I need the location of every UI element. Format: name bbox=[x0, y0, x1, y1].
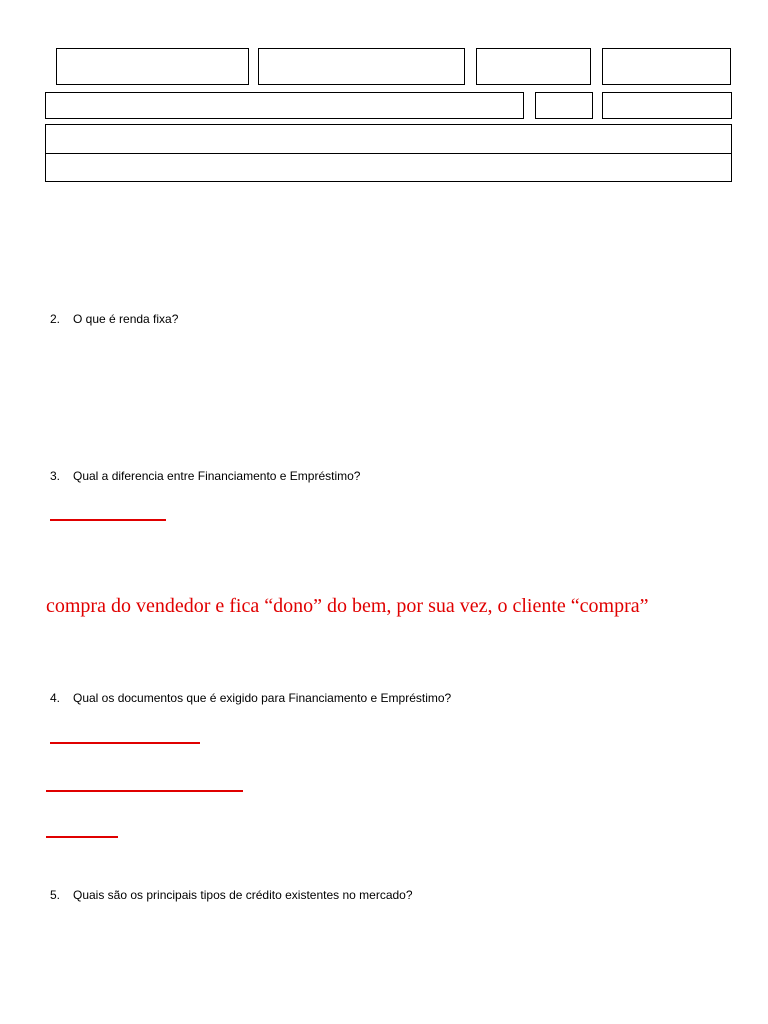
header-field-6 bbox=[535, 92, 593, 119]
header-field-3 bbox=[476, 48, 591, 85]
question-number: 4. bbox=[50, 691, 61, 705]
red-redaction-line bbox=[46, 790, 243, 792]
question-2 bbox=[50, 312, 178, 326]
header-field-5 bbox=[45, 92, 524, 119]
question-text: Qual a diferencia entre Financiamento e Empréstimo? bbox=[73, 469, 361, 483]
header-field-1 bbox=[56, 48, 249, 85]
question-5 bbox=[50, 888, 413, 902]
answer-overlay-text: compra do vendedor e fica “dono” do bem, por sua vez, o cliente “compra” bbox=[46, 595, 649, 617]
red-redaction-line bbox=[50, 742, 200, 744]
question-number: 5. bbox=[50, 888, 61, 902]
question-text: Qual os documentos que é exigido para Financiamento e Empréstimo? bbox=[73, 691, 452, 705]
question-number: 2. bbox=[50, 312, 61, 326]
question-3 bbox=[50, 469, 360, 483]
header-field-8 bbox=[45, 124, 732, 154]
question-text: O que é renda fixa? bbox=[73, 312, 179, 326]
header-field-4 bbox=[602, 48, 731, 85]
header-field-9 bbox=[45, 153, 732, 182]
header-field-7 bbox=[602, 92, 732, 119]
red-redaction-line bbox=[50, 519, 166, 521]
question-4 bbox=[50, 691, 451, 705]
question-number: 3. bbox=[50, 469, 61, 483]
red-redaction-line bbox=[46, 836, 118, 838]
header-field-2 bbox=[258, 48, 465, 85]
question-text: Quais são os principais tipos de crédito existentes no mercado? bbox=[73, 888, 413, 902]
